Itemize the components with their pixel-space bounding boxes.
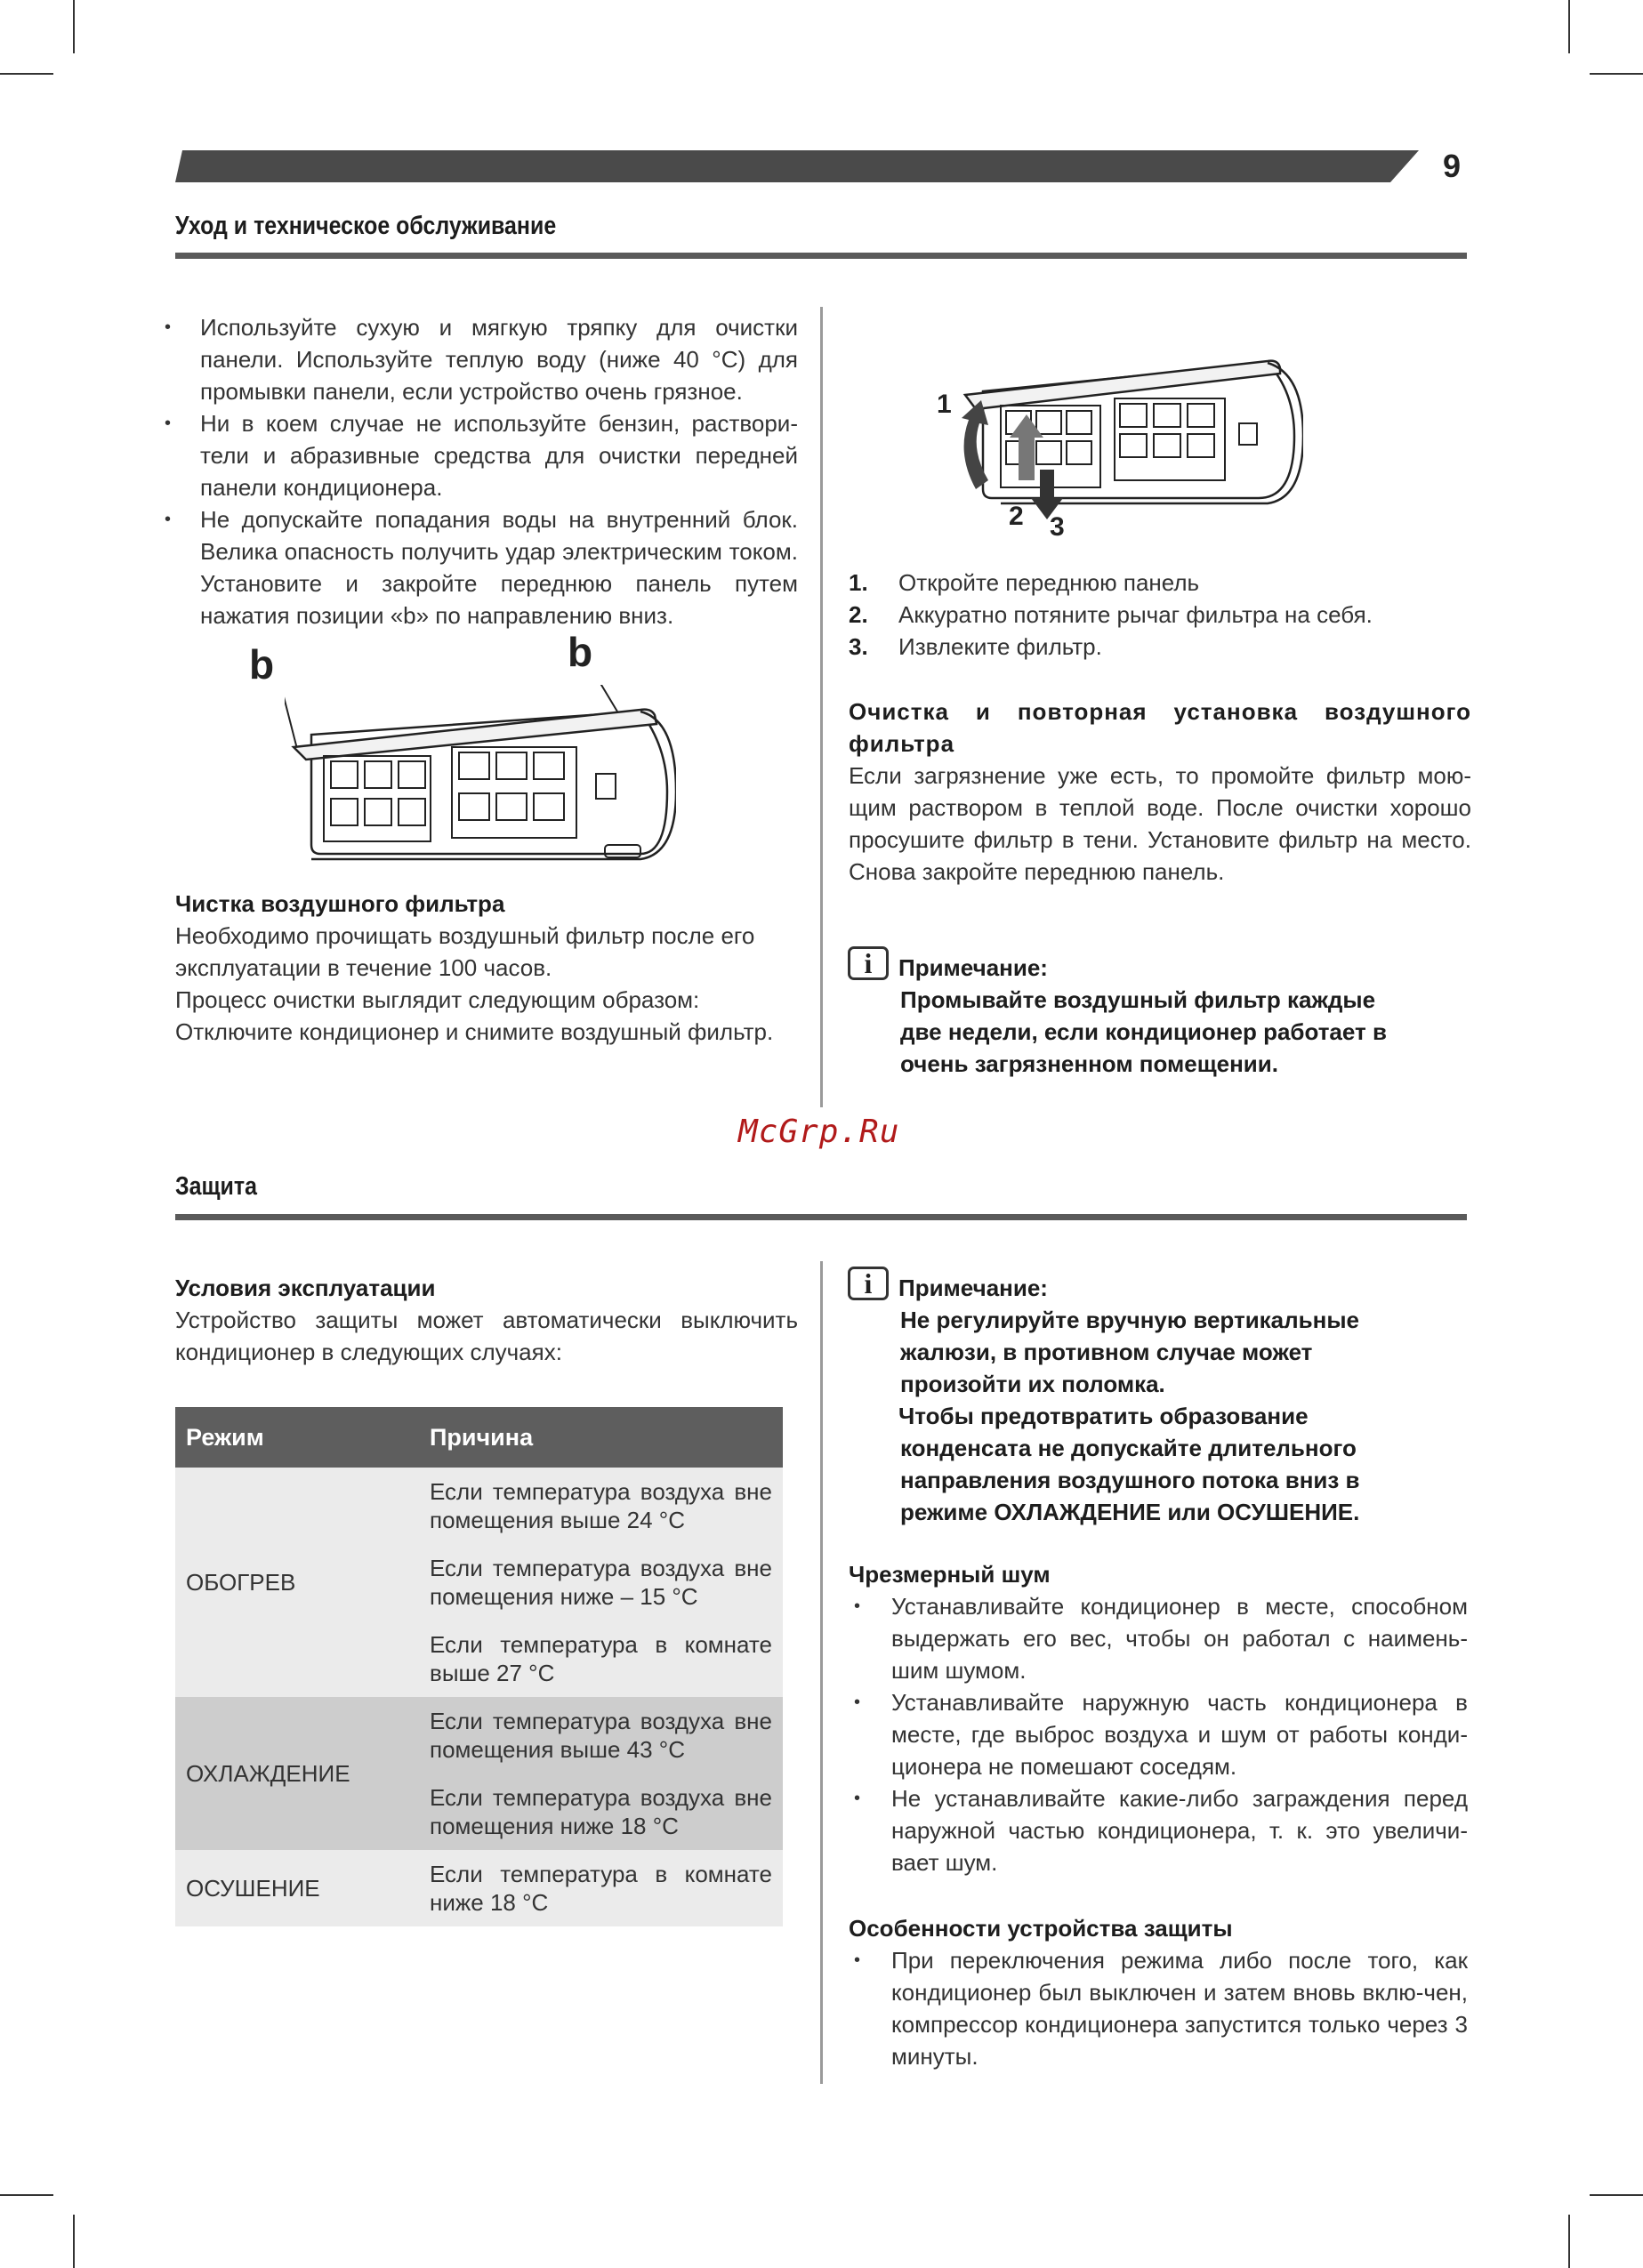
reinstall-text: Если загрязнение уже есть, то промойте фильтр мою-щим раствором в теплой воде. После очистки хорошо просушите фильтр в тени. Установите фильтр на место. Снова закройте переднюю панель. bbox=[849, 762, 1471, 885]
note-line: Не регулируйте вручную вертикальные bbox=[900, 1307, 1360, 1333]
mode-cell: ОХЛАЖДЕНИЕ bbox=[175, 1697, 419, 1850]
note-line: жалюзи, в противном случае может bbox=[900, 1339, 1313, 1365]
column-divider bbox=[820, 1261, 823, 2084]
column-header: Режим bbox=[175, 1407, 419, 1468]
note-line: очень загрязненном помещении. bbox=[900, 1050, 1279, 1077]
section-rule bbox=[175, 1214, 1467, 1220]
paragraph-line: Необходимо прочищать воздушный фильтр после его эксплуатации в течение 100 часов. bbox=[175, 922, 755, 981]
features-heading: Особенности устройства защиты bbox=[849, 1915, 1233, 1942]
figure-step-label: 1 bbox=[937, 390, 952, 419]
ac-front-panel-illustration bbox=[285, 685, 676, 863]
reason-cell: Если температура в комнате ниже 18 °C bbox=[419, 1850, 783, 1926]
figure-step-label: 3 bbox=[1050, 512, 1065, 542]
table-row bbox=[175, 1468, 783, 1544]
list-item: • Устанавливайте кондиционер в месте, способном выдержать его вес, чтобы он работал с наимень-шим шумом. bbox=[865, 1590, 1468, 1686]
figure-label-b: b bbox=[249, 641, 275, 688]
step-number: 2. bbox=[849, 601, 868, 628]
note-line: Чтобы предотвратить образование bbox=[898, 1403, 1309, 1429]
crop-mark bbox=[0, 73, 53, 75]
table-row bbox=[175, 1697, 783, 1773]
crop-mark bbox=[73, 0, 75, 53]
reinstall-heading: Очистка и повторная установка воздушного фильтра bbox=[849, 698, 1471, 757]
crop-mark bbox=[1568, 2215, 1570, 2268]
section-rule bbox=[175, 253, 1467, 259]
list-item: • Не допускайте попадания воды на внутренний блок. Велика опасность получить удар электрическим током. Установите и закройте переднюю панель путем нажатия позиции «b» по направлению вниз. bbox=[175, 503, 798, 631]
section-title-maintenance: Уход и техническое обслуживание bbox=[175, 212, 557, 240]
protection-table bbox=[175, 1407, 783, 1926]
filter-removal-illustration bbox=[930, 356, 1303, 534]
crop-mark bbox=[1568, 0, 1570, 53]
info-icon: i bbox=[848, 946, 889, 980]
list-item: • Ни в коем случае не используйте бензин, раствори-тели и абразивные средства для очистки передней панели кондиционера. bbox=[175, 407, 798, 503]
filter-steps-list bbox=[849, 567, 1471, 663]
filter-cleaning-text bbox=[175, 920, 798, 1048]
table-header-row bbox=[175, 1407, 783, 1468]
step-number: 1. bbox=[849, 569, 868, 596]
figure-step-label: 2 bbox=[1009, 502, 1024, 531]
list-item: • При переключения режима либо после того, как кондиционер был выключен и затем вновь вклю-чен, компрессор кондиционера запустится только через 3 минуты. bbox=[865, 1944, 1468, 2072]
list-item: • Не устанавливайте какие-либо заграждения перед наружной частью кондиционера, т. к. это увеличи-вает шум. bbox=[865, 1782, 1468, 1878]
noise-bullet-list bbox=[865, 1590, 1468, 1878]
reason-cell: Если температура воздуха вне помещения ниже 18 °C bbox=[419, 1773, 783, 1850]
list-item bbox=[849, 631, 1471, 663]
list-item bbox=[849, 599, 1471, 631]
conditions-heading: Условия эксплуатации bbox=[175, 1275, 436, 1301]
paragraph-line: Отключите кондиционер и снимите воздушный фильтр. bbox=[175, 1018, 774, 1045]
crop-mark bbox=[73, 2215, 75, 2268]
note-label: Примечание: bbox=[898, 954, 1048, 981]
step-text: Извлеките фильтр. bbox=[898, 633, 1102, 660]
info-icon: i bbox=[848, 1267, 889, 1300]
note-line: Промывайте воздушный фильтр каждые bbox=[900, 986, 1376, 1013]
reason-cell: Если температура воздуха вне помещения выше 43 °C bbox=[419, 1697, 783, 1773]
figure-label-b: b bbox=[568, 629, 593, 675]
header-bar bbox=[175, 150, 1419, 182]
paragraph-line: Процесс очистки выглядит следующим образом: bbox=[175, 986, 700, 1013]
note-line: произойти их поломка. bbox=[900, 1371, 1165, 1397]
step-number: 3. bbox=[849, 633, 868, 660]
crop-mark bbox=[0, 2194, 53, 2196]
list-item: • Устанавливайте наружную часть кондиционера в месте, где выброс воздуха и шум от работы конди-ционера не помешают соседям. bbox=[865, 1686, 1468, 1782]
cleaning-bullet-list bbox=[175, 311, 798, 631]
step-text: Откройте переднюю панель bbox=[898, 569, 1200, 596]
reason-cell: Если температура воздуха вне помещения ниже – 15 °C bbox=[419, 1544, 783, 1621]
section-title-protection: Защита bbox=[175, 1172, 257, 1201]
note-text bbox=[900, 1304, 1360, 1528]
note-label: Примечание: bbox=[898, 1275, 1048, 1301]
mode-cell: ОБОГРЕВ bbox=[175, 1468, 419, 1697]
mode-cell: ОСУШЕНИЕ bbox=[175, 1850, 419, 1926]
step-text: Аккуратно потяните рычаг фильтра на себя. bbox=[898, 601, 1373, 628]
crop-mark bbox=[1590, 73, 1643, 75]
features-bullet-list bbox=[865, 1944, 1468, 2072]
column-header: Причина bbox=[419, 1407, 783, 1468]
noise-heading: Чрезмерный шум bbox=[849, 1561, 1051, 1588]
conditions-text: Устройство защиты может автоматически выключить кондиционер в следующих случаях: bbox=[175, 1307, 798, 1365]
reason-cell: Если температура в комнате выше 27 °C bbox=[419, 1621, 783, 1697]
note-text bbox=[900, 984, 1387, 1080]
table-row bbox=[175, 1850, 783, 1926]
crop-mark bbox=[1590, 2194, 1643, 2196]
list-item bbox=[849, 567, 1471, 599]
watermark: McGrp.Ru bbox=[738, 1114, 900, 1150]
column-divider bbox=[820, 307, 823, 1107]
list-item: • Используйте сухую и мягкую тряпку для очистки панели. Используйте теплую воду (ниже 40 °C) для промывки панели, если устройство очень грязное. bbox=[175, 311, 798, 407]
filter-cleaning-heading: Чистка воздушного фильтра bbox=[175, 890, 505, 917]
note-line: режиме ОХЛАЖДЕНИЕ или ОСУШЕНИЕ. bbox=[900, 1499, 1360, 1525]
note-line: две недели, если кондиционер работает в bbox=[900, 1018, 1387, 1045]
reason-cell: Если температура воздуха вне помещения выше 24 °C bbox=[419, 1468, 783, 1544]
note-line: конденсата не допускайте длительного bbox=[900, 1435, 1357, 1461]
note-line: направления воздушного потока вниз в bbox=[900, 1467, 1360, 1493]
page-number: 9 bbox=[1443, 148, 1462, 184]
